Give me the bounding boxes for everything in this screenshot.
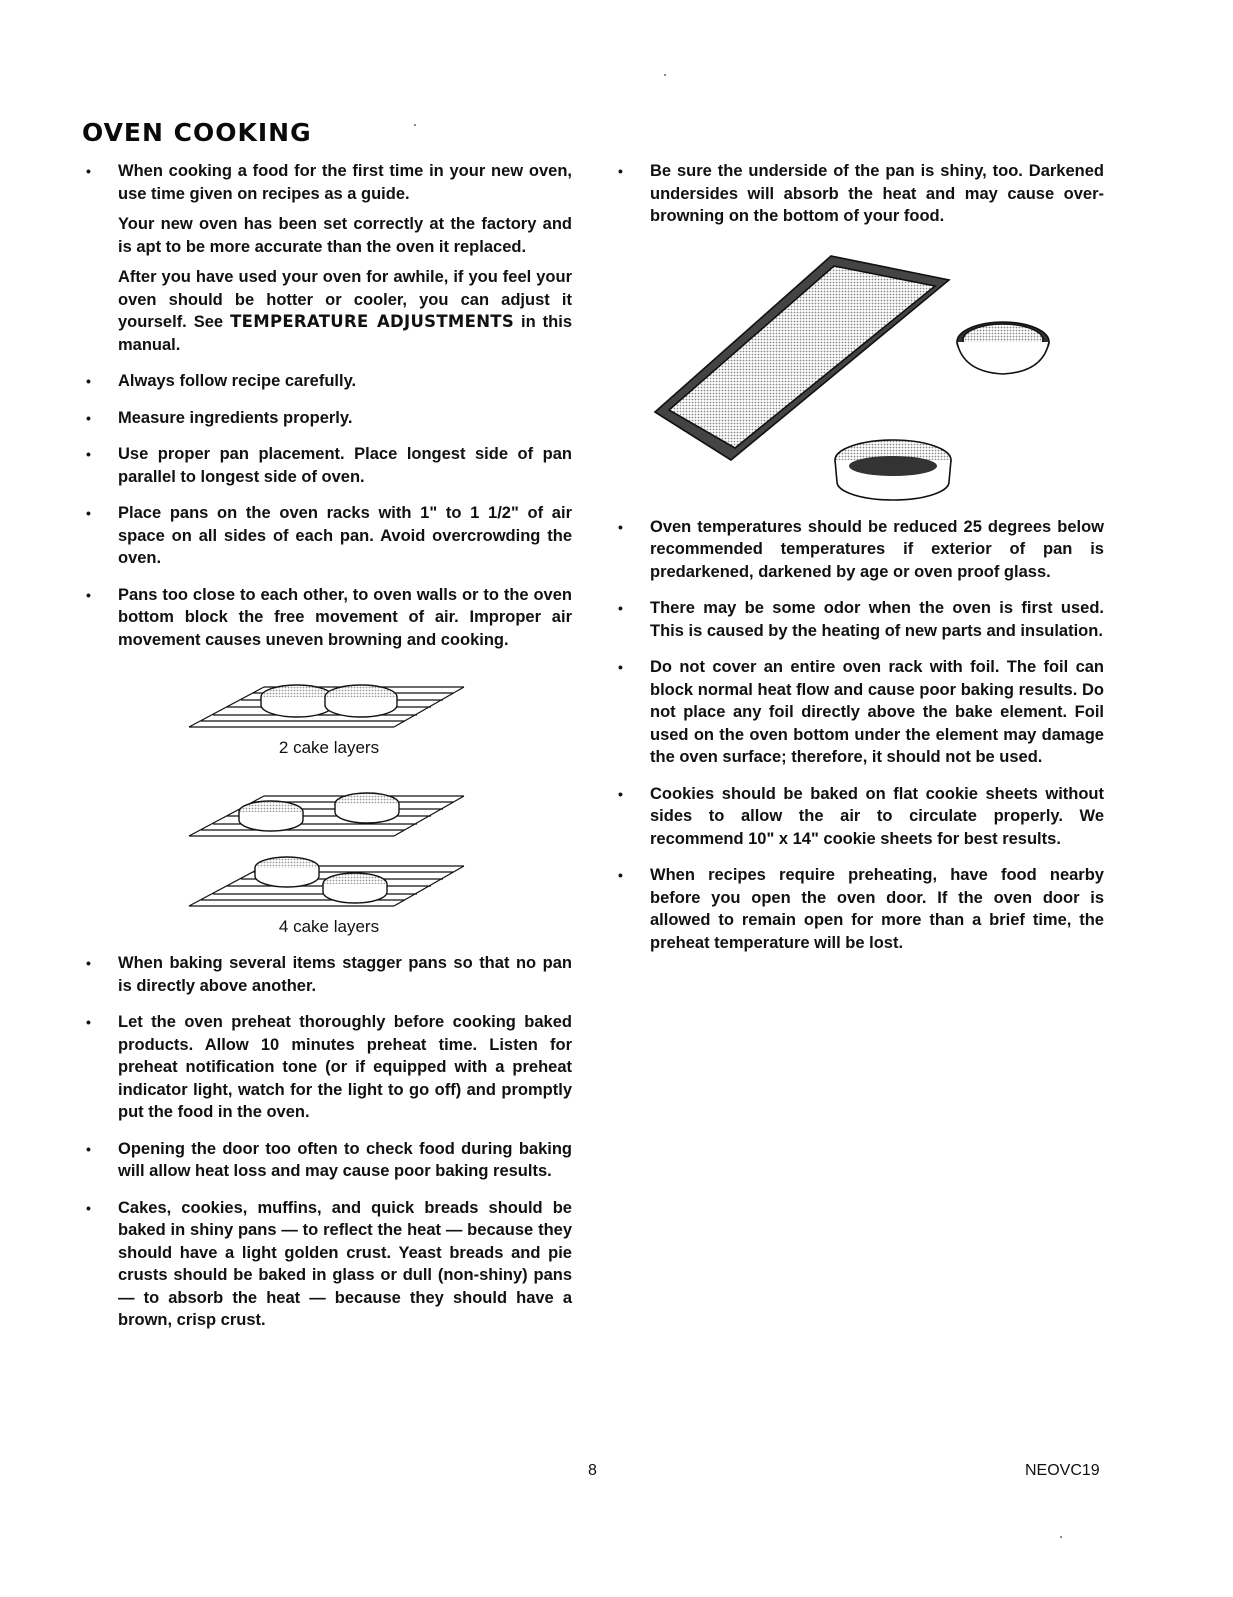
figure-caption: 4 cake layers bbox=[278, 916, 380, 936]
list-item bbox=[618, 783, 1104, 851]
cookie-sheet-and-pie-pans-illustration bbox=[631, 242, 1091, 502]
four-cake-layers-figure bbox=[86, 774, 572, 939]
bullet: • bbox=[86, 586, 91, 603]
page-title: OVEN COOKING bbox=[82, 118, 312, 147]
bullet: • bbox=[618, 867, 623, 883]
list-item bbox=[86, 160, 572, 356]
paragraph: Place pans on the oven racks with 1" to 1 1/2" of air space on all sides of each pan. Avoid overcrowding the oven. bbox=[118, 504, 572, 567]
bullet: • bbox=[86, 373, 91, 389]
two-cake-layers-figure bbox=[86, 665, 572, 760]
list-item bbox=[86, 502, 572, 570]
paragraph: Pans too close to each other, to oven walls or to the oven bottom block the free movement of air. Improper air movement causes uneven browning and cooking. bbox=[118, 585, 572, 649]
section-reference: TEMPERATURE ADJUSTMENTS bbox=[230, 312, 515, 331]
scan-speck bbox=[414, 124, 416, 126]
list-item bbox=[86, 370, 572, 393]
paragraph: There may be some odor when the oven is first used. This is caused by the heating of new parts and insulation. bbox=[650, 599, 1104, 640]
pans-underside-figure bbox=[618, 242, 1104, 502]
scan-speck bbox=[1060, 1536, 1062, 1538]
paragraph: When recipes require preheating, have food nearby before you open the oven door. If the oven door is allowed to remain open for more than a brief time, the preheat temperature will be lost. bbox=[650, 866, 1104, 952]
paragraph: Cookies should be baked on flat cookie sheets without sides to allow the air to circulate properly. We recommend 10" x 14" cookie sheets for best results. bbox=[650, 784, 1104, 848]
list-item bbox=[618, 864, 1104, 954]
list-item bbox=[86, 1138, 572, 1183]
list-item bbox=[618, 597, 1104, 642]
bullet: • bbox=[86, 955, 91, 971]
paragraph: Be sure the underside of the pan is shiny, too. Darkened undersides will absorb the heat and may cause over-browning on the bottom of your food. bbox=[650, 162, 1104, 225]
paragraph: Do not cover an entire oven rack with foil. The foil can block normal heat flow and cause poor baking results. Do not place any foil directly above the bake element. Foil used on the oven bottom under the element may damage the oven surface; therefore, it should not be used. bbox=[650, 658, 1104, 766]
paragraph: Measure ingredients properly. bbox=[118, 408, 353, 427]
paragraph: Let the oven preheat thoroughly before cooking baked products. Allow 10 minutes preheat time. Listen for preheat notification tone (or if equipped with a preheat indicator light, watch for the light to go off) and promptly put the food in the oven. bbox=[118, 1013, 572, 1121]
list-item bbox=[86, 1197, 572, 1332]
bullet: • bbox=[86, 163, 91, 179]
paragraph-text: in this manual. bbox=[118, 313, 572, 354]
document-code: NEOVC19 bbox=[1025, 1462, 1100, 1479]
bullet: • bbox=[86, 446, 91, 462]
figure-caption: 2 cake layers bbox=[278, 738, 380, 757]
paragraph: Use proper pan placement. Place longest side of pan parallel to longest side of oven. bbox=[118, 445, 572, 486]
paragraph: When baking several items stagger pans so that no pan is directly above another. bbox=[118, 954, 572, 995]
bullet: • bbox=[86, 1014, 91, 1030]
paragraph bbox=[118, 266, 572, 356]
paragraph-text: After you have used your oven for awhile, if you feel your oven should be hotter or cooler, you can adjust it yourself. See bbox=[118, 268, 572, 331]
bullet: • bbox=[86, 1140, 91, 1157]
paragraph: Opening the door too often to check food during baking will allow heat loss and may cause poor baking results. bbox=[118, 1139, 572, 1180]
paragraph: Your new oven has been set correctly at the factory and is apt to be more accurate than the oven it replaced. bbox=[118, 215, 572, 256]
bullet: • bbox=[86, 505, 91, 521]
two-pans-on-rack-illustration bbox=[179, 665, 479, 735]
bullet: • bbox=[618, 600, 623, 616]
paragraph: When cooking a food for the first time in your new oven, use time given on recipes as a guide. bbox=[118, 162, 572, 203]
bullet: • bbox=[86, 1199, 91, 1216]
four-pans-on-racks-illustration bbox=[179, 774, 479, 914]
list-item bbox=[86, 952, 572, 997]
list-item bbox=[86, 443, 572, 488]
scan-speck bbox=[664, 74, 666, 76]
paragraph: Cakes, cookies, muffins, and quick breads should be baked in shiny pans — to reflect the heat — because they should have a light golden crust. Yeast breads and pie crusts should be baked in glass or dull (non-shiny) pans — to absorb the heat — because they should have a brown, crisp crust. bbox=[118, 1198, 572, 1329]
list-item bbox=[618, 160, 1104, 228]
bullet: • bbox=[86, 409, 91, 426]
list-item bbox=[618, 516, 1104, 584]
bullet: • bbox=[618, 163, 623, 179]
list-item bbox=[86, 1011, 572, 1124]
bullet: • bbox=[618, 785, 623, 802]
list-item bbox=[86, 407, 572, 430]
list-item bbox=[618, 656, 1104, 769]
bullet: • bbox=[618, 518, 623, 535]
left-column bbox=[86, 160, 572, 1346]
bullet: • bbox=[618, 659, 623, 675]
paragraph: Always follow recipe carefully. bbox=[118, 372, 357, 390]
paragraph: Oven temperatures should be reduced 25 degrees below recommended temperatures if exterior of pan is predarkened, darkened by age or oven proof glass. bbox=[650, 517, 1104, 581]
list-item bbox=[86, 584, 572, 652]
page-number: 8 bbox=[588, 1462, 597, 1479]
right-column bbox=[618, 160, 1104, 968]
